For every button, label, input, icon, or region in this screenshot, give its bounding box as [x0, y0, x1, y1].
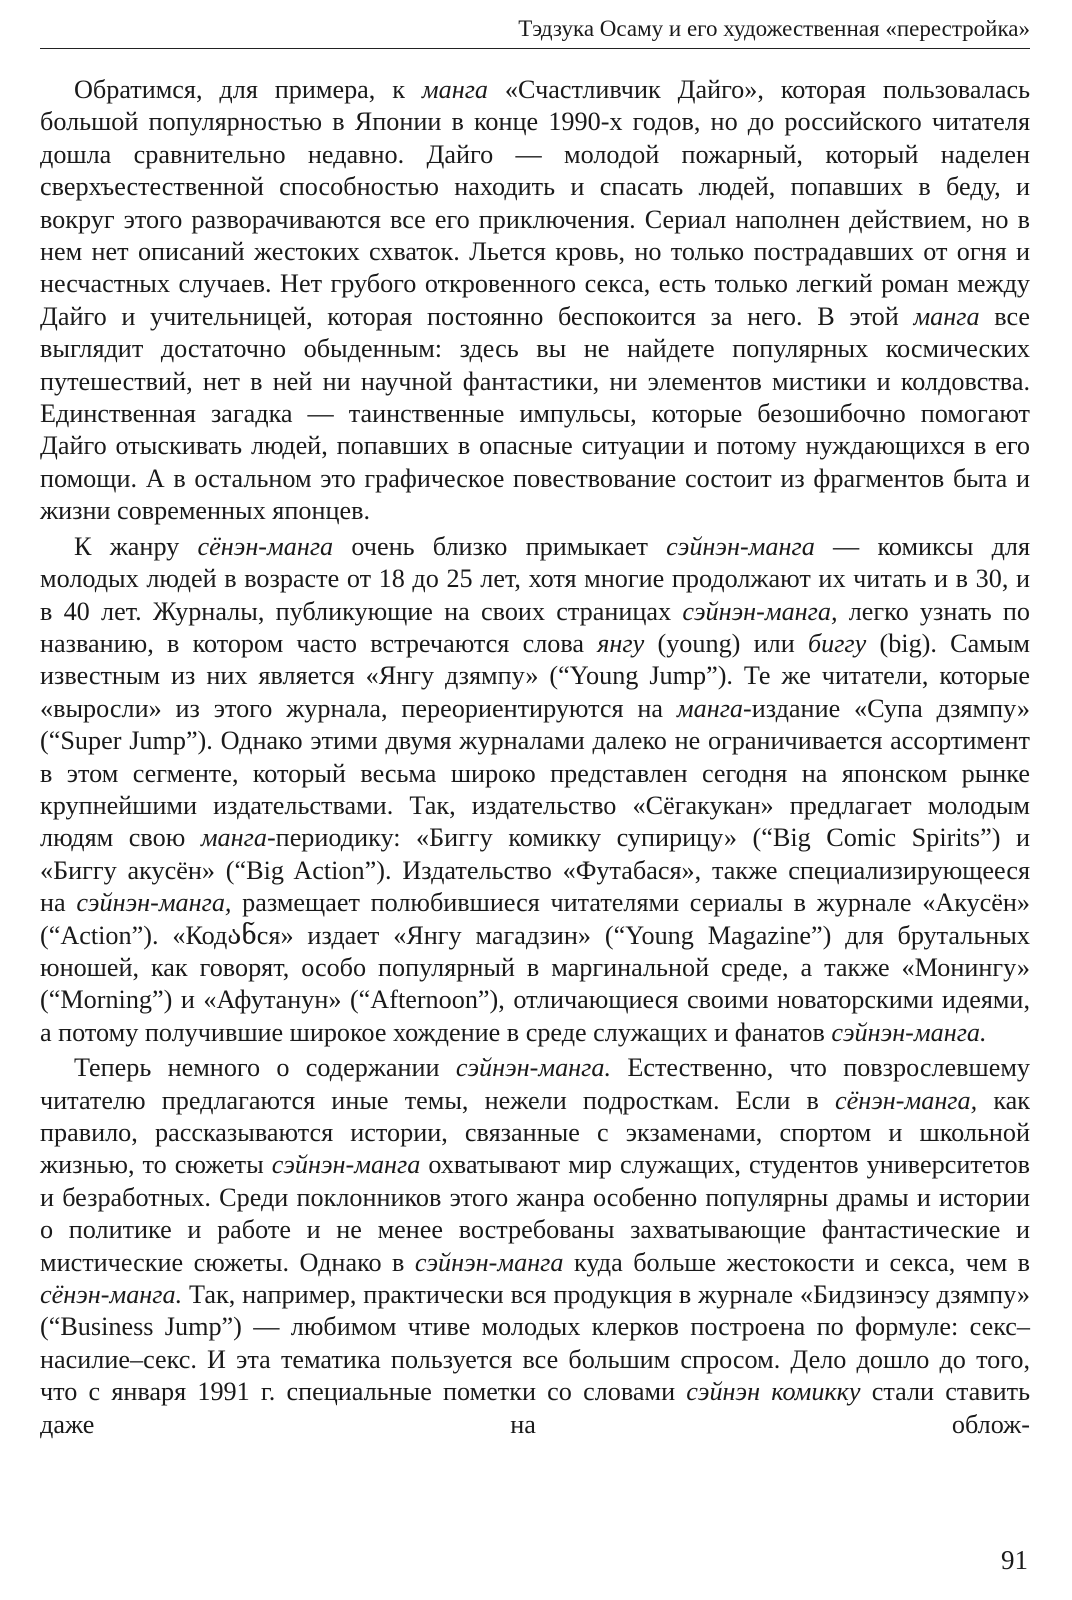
text-run: охватывают мир служащих, студентов университетов и безработных. Среди поклонников этого жанра особенно популярны драмы и истории о политике и работе и не менее востребованы захватывающие фантастические и мистические сюжеты. Однако в [40, 1150, 1030, 1277]
text-run: -издание «Супа дзямпу» (“Super Jump”). Однако этими двумя журналами далеко не ограничивается ассортимент в этом сегменте, который весьма широко представлен сегодня на японском рынке крупнейшими издательствами. Так, издательство «Сёгакукан» предлагает молодым людям свою [40, 693, 1030, 853]
italic-term: сэйнэн-манга. [455, 1053, 612, 1083]
italic-term: сэйнэн-манга, [76, 888, 232, 918]
page-number: 91 [1001, 1545, 1028, 1575]
text-run: — комиксы для молодых людей в возрасте от 18 до 25 лет, хотя многие продолжают их читать и в 30, и в 40 лет. Журналы, публикующие на своих страницах [40, 531, 1031, 626]
text-run: куда больше жестокости и секса, чем в [563, 1247, 1030, 1277]
paragraph [40, 74, 1030, 528]
text-run: стали ставить даже на облож- [40, 1377, 1031, 1439]
italic-term: манга [200, 823, 267, 853]
text-run: все выглядит достаточно обыденным: здесь вы не найдете популярных космических путешествий, нет в ней ни научной фантастики, ни элементов мистики и колдовства. Единственная загадка — таинственные импульсы, которые безошибочно помогают Дайго отыскивать людей, попавших в опасные ситуации и потому нуждающихся в его помощи. А в остальном это графическое повествование состоит из фрагментов быта и жизни современных японцев. [40, 301, 1031, 526]
paragraph [40, 531, 1030, 1050]
text-run: легко узнать по названию, в котором часто встречаются слова [40, 596, 1030, 658]
italic-term: манга [913, 301, 980, 331]
text-run: как правило, рассказываются истории, связанные с экзаменами, спортом и школьной жизнью, то сюжеты [40, 1085, 1030, 1180]
italic-term: сэйнэн комикку [686, 1377, 861, 1407]
italic-term: манга [421, 75, 488, 104]
text-run: Естественно, что повзрослевшему читателю предлагаются иные темы, нежели подросткам. Если в [40, 1053, 1030, 1115]
text-run: -периодику: «Биггу комикку супирицу» (“Big Comic Spirits”) и «Биггу акусён» (“Big Action”). Издательство «Футабася», также специализирующееся на [40, 823, 1030, 918]
italic-term: сэйнэн-манга [666, 531, 815, 561]
text-run: Теперь немного о содержании [74, 1053, 456, 1083]
running-head: Тэдзука Осаму и его художественная «перестройка» [40, 14, 1030, 49]
text-run: очень близко примыкает [333, 531, 667, 561]
paragraph [40, 1052, 1030, 1441]
text-run: К жанру [74, 531, 198, 561]
text-run: (young) или [644, 628, 808, 658]
italic-term: сёнэн-манга [197, 531, 334, 561]
body-text [40, 74, 1030, 1441]
italic-term: сёнэн-манга. [40, 1280, 183, 1310]
italic-term: сэйнэн-манга [271, 1150, 421, 1180]
text-run: Так, например, практически вся продукция в журнале «Бидзинэсу дзямпу» (“Business Jump”) — любимом чтиве молодых клерков построена по формуле: секс–насилие–секс. И эта тематика пользуется все большим спросом. Дело дошло до того, что с января 1991 г. специальные пометки со словами [40, 1280, 1030, 1407]
text-run: размещает полюбившиеся читателями сериалы в журнале «Акусён» (“Action”). «Кодანся» издает «Янгу магадзин» (“Young Magazine”) для брутальных юношей, как говорят, особо популярный в маргинальной среде, а также «Монингу» (“Morning”) и «Афутанун» (“Afternoon”), отличающиеся своими новаторскими идеями, а потому получившие широкое хождение в среде служащих и фанатов [40, 888, 1030, 1047]
italic-term: сёнэн-манга, [835, 1085, 978, 1115]
italic-term: янгу [597, 628, 645, 658]
italic-term: сэйнэн-манга, [682, 596, 838, 626]
text-run: (big). Самым известным из них является «Янгу дзямпу» (“Young Jump”). Те же читатели, которые «выросли» из этого журнала, переориентируются на [40, 628, 1030, 723]
italic-term: манга [676, 693, 743, 723]
italic-term: биггу [807, 628, 867, 658]
text-run: «Счастливчик Дайго», которая пользовалась большой популярностью в Японии в конце 1990-х годов, но до российского читателя дошла сравнительно недавно. Дайго — молодой пожарный, который наделен сверхъестественной способностью находить и спасать людей, попавших в беду, и вокруг этого разворачиваются все его приключения. Сериал наполнен действием, но в нем нет описаний жестоких схваток. Льется кровь, но только пострадавших от огня и несчастных случаев. Нет грубого откровенного секса, есть только легкий роман между Дайго и учительницей, которая постоянно беспокоится за него. В этой [40, 75, 1031, 331]
italic-term: сэйнэн-манга. [831, 1017, 987, 1047]
text-run: Обратимся, для примера, к [74, 75, 422, 104]
italic-term: сэйнэн-манга [414, 1247, 564, 1277]
